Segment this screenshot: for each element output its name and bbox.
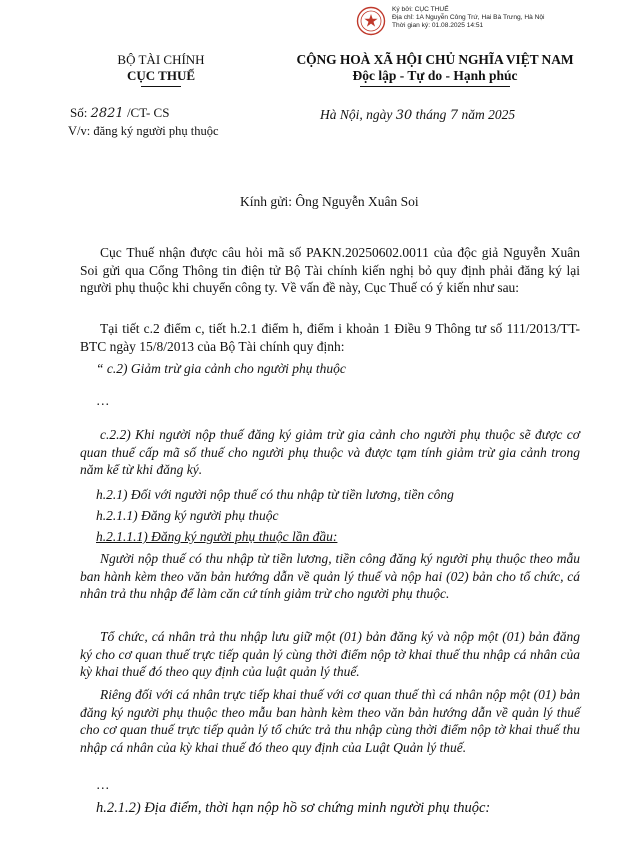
quote-registration: Người nộp thuế có thu nhập từ tiền lương, tiền công đăng ký người phụ thuộc theo mẫu ban hành kèm theo văn bản hướng dẫn về quản lý thuế và nộp hai (02) bản cho tổ chức, cá nhân trả thu nhập để làm căn cứ tính giảm trừ cho người phụ thuộc. [80,551,580,601]
heading-h2111: h.2.1.1.1) Đăng ký người phụ thuộc lần đầu: [96,529,338,544]
country-name: CỘNG HOÀ XÃ HỘI CHỦ NGHĨA VIỆT NAM [296,52,574,67]
document-number [70,105,169,122]
document-date [320,107,515,124]
quote-direct-filing: Riêng đối với cá nhân trực tiếp khai thuế với cơ quan thuế thì cá nhân nộp một (01) bản đăng ký người phụ thuộc theo mẫu ban hành kèm theo văn bản hướng dẫn về quản lý thuế cho cơ quan thuế trực tiếp quản lý tổ chức trả thu nhập cùng thời điểm nộp tờ khai thuế thu nhập cá nhân của kỳ khai thuế đó theo quy định của Luật Quản lý thuế. [80,687,580,755]
issuing-agency-header [92,52,230,87]
date-month-word: tháng [415,107,447,122]
recipient-line: Kính gửi: Ông Nguyễn Xuân Soi [240,194,419,209]
ellipsis-2: … [96,777,110,792]
heading-h211: h.2.1.1) Đăng ký người phụ thuộc [96,508,279,523]
heading-h212: h.2.1.2) Địa điểm, thời hạn nộp hồ sơ chứng minh người phụ thuộc: [96,800,491,816]
number-suffix: /CT- CS [126,105,170,120]
quote-c22: c.2.2) Khi người nộp thuế đăng ký giảm trừ gia cảnh cho người phụ thuộc sẽ được cơ quan thuế cấp mã số thuế cho người phụ thuộc và được tạm tính giảm trừ gia cảnh trong năm kể từ khi đăng ký. [80,427,580,477]
signature-signer: Ký bởi: CỤC THUẾ [392,6,449,13]
digital-signature-block [356,6,626,36]
signature-address: Địa chỉ: 1A Nguyễn Công Trứ, Hai Bà Trưng, Hà Nội [392,14,545,21]
header-divider [141,86,181,87]
agency-name: CỤC THUẾ [126,68,196,83]
national-motto: Độc lập - Tự do - Hạnh phúc [352,68,518,83]
ellipsis-1: … [96,393,110,408]
quote-c2: “ c.2) Giảm trừ gia cảnh cho người phụ thuộc [96,361,346,376]
national-header [270,52,600,87]
heading-h21: h.2.1) Đối với người nộp thuế có thu nhập từ tiền lương, tiền công [96,487,454,502]
state-emblem-icon [356,6,386,36]
date-place: Hà Nội, ngày [320,107,393,122]
date-year: năm 2025 [461,107,516,122]
number-prefix: Số: [70,105,88,120]
handwritten-number: 2821 [90,106,124,121]
paragraph-legal-basis: Tại tiết c.2 điểm c, tiết h.2.1 điểm h, điểm i khoản 1 Điều 9 Thông tư số 111/2013/TT-BTC ngày 15/8/2013 của Bộ Tài chính quy định: [80,321,580,354]
signature-time: Thời gian ký: 01.08.2025 14:51 [392,22,484,29]
handwritten-day: 30 [395,108,413,123]
quote-payer-storage: Tổ chức, cá nhân trả thu nhập lưu giữ một (01) bản đăng ký và nộp một (01) bản đăng ký cho cơ quan thuế trực tiếp quản lý cùng thời điểm nộp tờ khai thuế thu nhập cá nhân của kỳ khai thuế đó theo quy định của luật quản lý thuế. [80,629,580,679]
handwritten-month: 7 [449,108,459,123]
motto-divider [360,86,510,87]
document-subject: V/v: đăng ký người phụ thuộc [68,124,219,138]
ministry-name: BỘ TÀI CHÍNH [117,52,205,67]
paragraph-intro: Cục Thuế nhận được câu hỏi mã số PAKN.20250602.0011 của độc giả Nguyễn Xuân Soi gửi qua Cổng Thông tin điện tử Bộ Tài chính kiến nghị bỏ quy định phải đăng ký lại người phụ thuộc khi chuyển công ty. Về vấn đề này, Cục Thuế có ý kiến như sau: [80,245,580,295]
